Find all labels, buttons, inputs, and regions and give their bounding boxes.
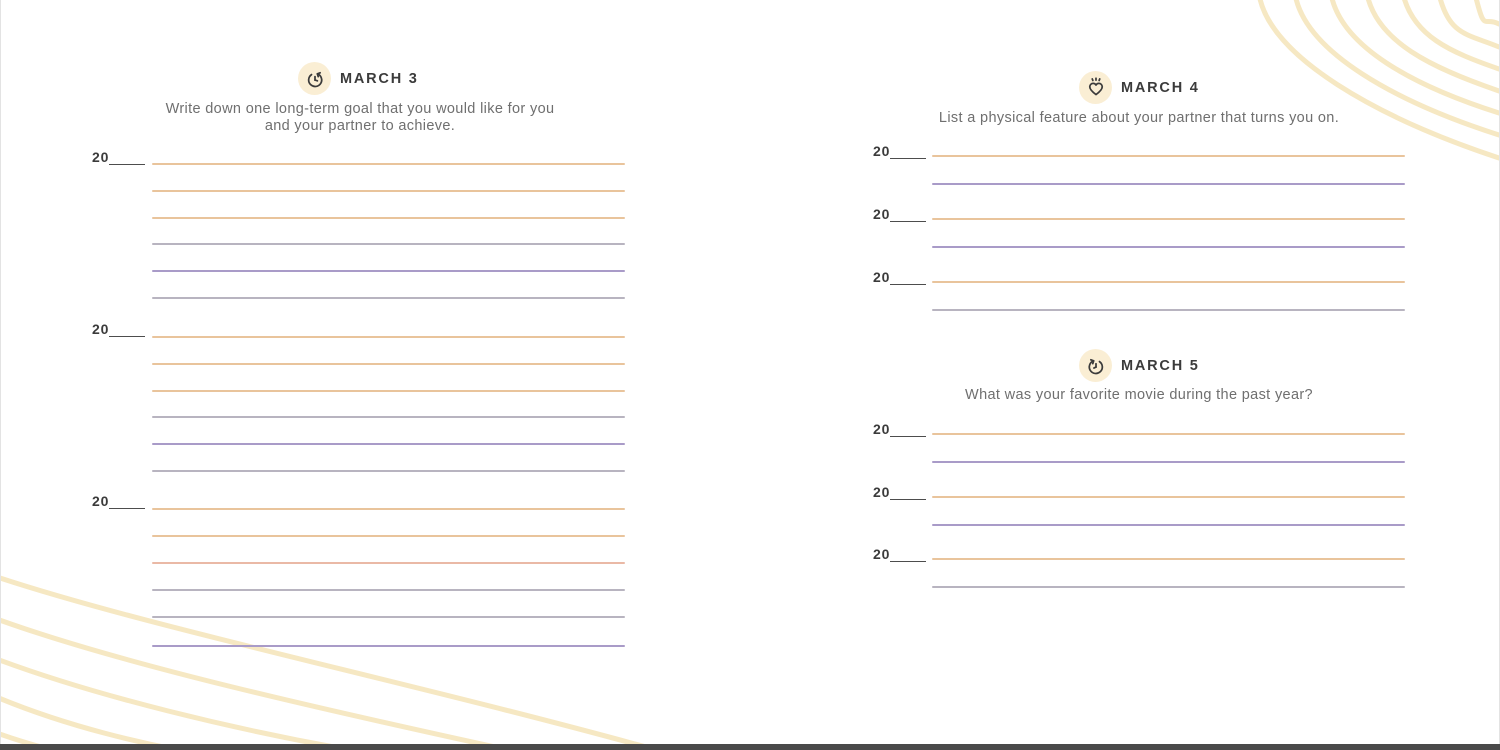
date-heading: MARCH 3 xyxy=(340,70,419,87)
year-prefix: 20 xyxy=(873,421,891,437)
ruled-line xyxy=(932,281,1405,283)
ruled-line xyxy=(932,586,1405,588)
ruled-line xyxy=(932,155,1405,157)
year-label xyxy=(92,493,145,509)
right-page-day-header-march4 xyxy=(1079,71,1200,104)
ruled-line xyxy=(152,190,625,192)
left-page-day-header xyxy=(298,62,419,95)
ruled-line xyxy=(932,183,1405,185)
ruled-line xyxy=(932,496,1405,498)
year-label xyxy=(92,149,145,165)
ruled-line xyxy=(152,562,625,564)
ruled-line xyxy=(152,416,625,418)
ruled-line xyxy=(152,270,625,272)
year-prefix: 20 xyxy=(873,546,891,562)
ruled-line xyxy=(932,558,1405,560)
right-page-prompt-march5 xyxy=(909,387,1369,404)
year-prefix: 20 xyxy=(873,269,891,285)
year-label xyxy=(873,206,926,222)
ruled-line xyxy=(152,535,625,537)
ruled-line xyxy=(932,218,1405,220)
year-blank-rule xyxy=(109,151,145,165)
year-blank-rule xyxy=(890,145,926,159)
ruled-line xyxy=(152,470,625,472)
sparkle-heart-icon xyxy=(1079,71,1112,104)
year-blank-rule xyxy=(109,323,145,337)
ruled-line xyxy=(152,508,625,510)
ruled-line xyxy=(152,217,625,219)
clock-history-icon xyxy=(298,62,331,95)
ruled-line xyxy=(932,309,1405,311)
year-label xyxy=(873,484,926,500)
ruled-line xyxy=(152,616,625,618)
year-blank-rule xyxy=(890,548,926,562)
ruled-line xyxy=(932,461,1405,463)
year-label xyxy=(873,143,926,159)
year-blank-rule xyxy=(890,208,926,222)
year-prefix: 20 xyxy=(873,484,891,500)
year-prefix: 20 xyxy=(92,149,110,165)
year-blank-rule xyxy=(890,486,926,500)
clock-arrow-icon xyxy=(1079,349,1112,382)
date-heading: MARCH 4 xyxy=(1121,79,1200,96)
year-prefix: 20 xyxy=(873,206,891,222)
date-heading: MARCH 5 xyxy=(1121,357,1200,374)
year-blank-rule xyxy=(890,423,926,437)
ruled-line xyxy=(932,246,1405,248)
corner-waves-top-right-decoration xyxy=(1225,0,1500,172)
ruled-line xyxy=(152,297,625,299)
ruled-line xyxy=(152,163,625,165)
year-prefix: 20 xyxy=(92,321,110,337)
left-page-prompt xyxy=(100,101,620,135)
year-prefix: 20 xyxy=(92,493,110,509)
right-page-day-header-march5 xyxy=(1079,349,1200,382)
prompt-line: What was your favorite movie during the past year? xyxy=(965,387,1313,403)
right-page-prompt-march4 xyxy=(909,110,1369,127)
prompt-line: Write down one long-term goal that you would like for you xyxy=(165,101,555,117)
ruled-line xyxy=(152,589,625,591)
year-blank-rule xyxy=(890,271,926,285)
ruled-line xyxy=(932,433,1405,435)
prompt-line: List a physical feature about your partner that turns you on. xyxy=(938,110,1340,126)
ruled-line xyxy=(152,363,625,365)
year-prefix: 20 xyxy=(873,143,891,159)
ruled-line xyxy=(932,524,1405,526)
ruled-line xyxy=(152,443,625,445)
ruled-line xyxy=(152,390,625,392)
ruled-line xyxy=(152,336,625,338)
year-blank-rule xyxy=(109,495,145,509)
book-bottom-edge-bar xyxy=(0,744,1500,750)
ruled-line xyxy=(152,645,625,647)
ruled-line xyxy=(152,243,625,245)
prompt-line: and your partner to achieve. xyxy=(264,118,456,134)
year-label xyxy=(873,269,926,285)
year-label xyxy=(873,546,926,562)
year-label xyxy=(873,421,926,437)
page-left-edge xyxy=(0,0,1,750)
year-label xyxy=(92,321,145,337)
